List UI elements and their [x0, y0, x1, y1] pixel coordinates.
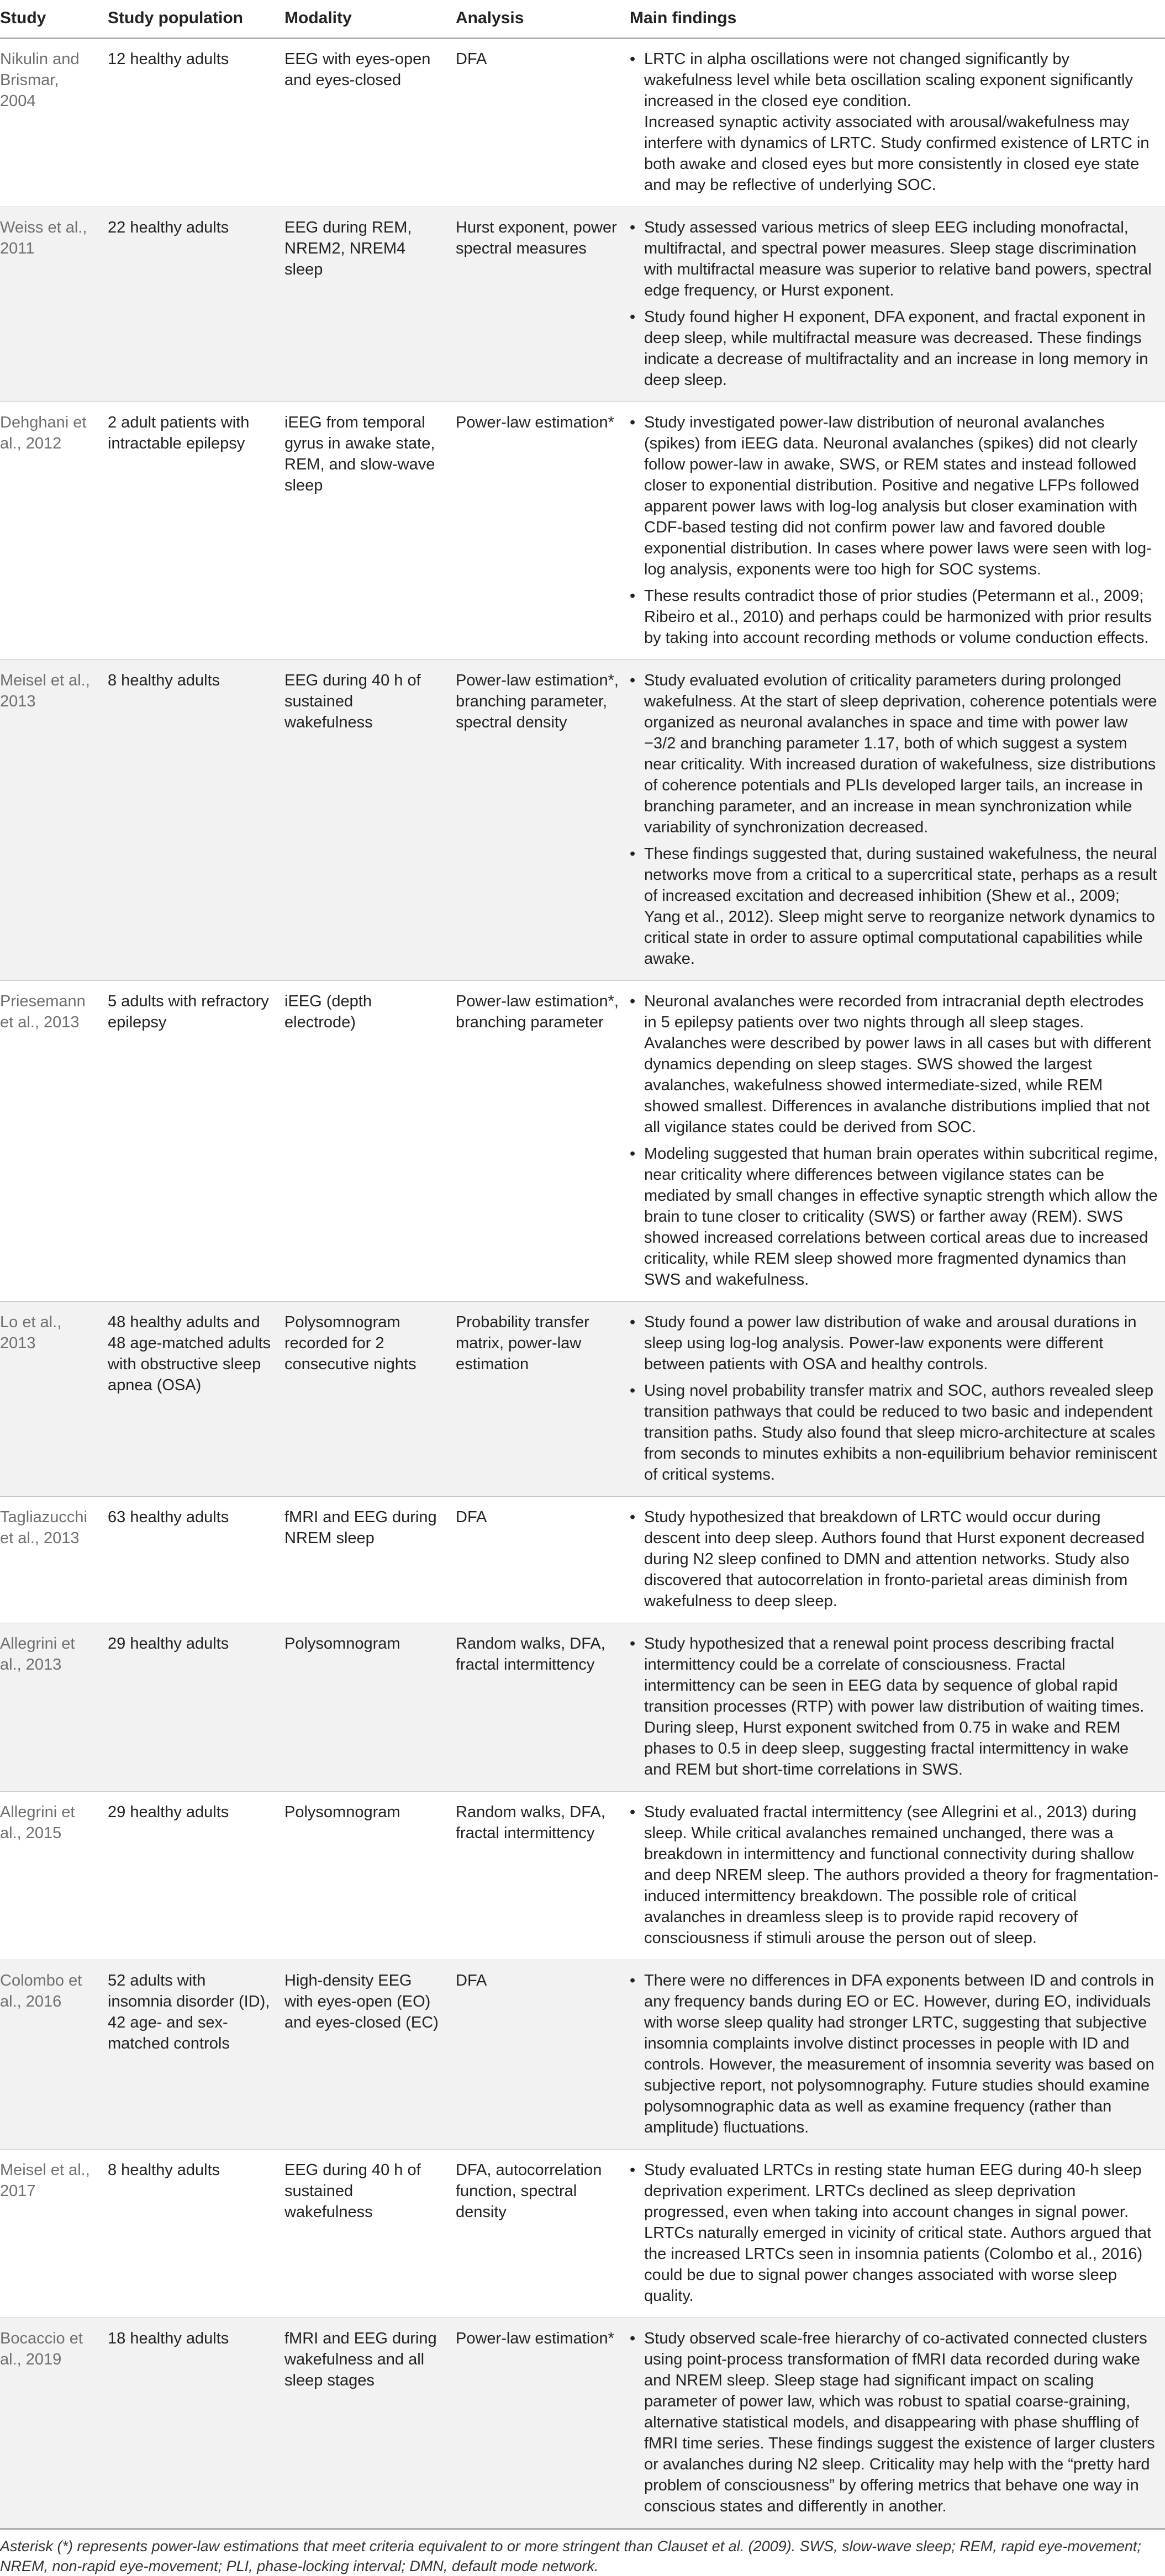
finding-item: • Modeling suggested that human brain operates within subcritical regime, near criticality where differences between vigilance states can be mediated by small changes in effective synaptic strength which allow the brain to tune closer to criticality (SWS) or farther away (REM). SWS showed increased correlations between cortical areas due to increased criticality, while REM sleep showed more fragmented dynamics than SWS and wakefulness.	[644, 1143, 1159, 1290]
finding-item: • Study found higher H exponent, DFA exponent, and fractal exponent in deep sleep, while multifractal measure was decreased. These findings indicate a decrease of multifractality and an increase in long memory in deep sleep.	[644, 307, 1159, 390]
table-row	[0, 38, 1165, 207]
finding-item: • There were no differences in DFA exponents between ID and controls in any frequency bands during EO or EC. However, during EO, individuals with worse sleep quality had stronger LRTC, suggesting that subjective insomnia complaints involve distinct processes in people with ID and controls. However, the measurement of insomnia severity was based on subjective report, not polysomnography. Future studies should examine polysomnographic data as well as examine frequency (rather than amplitude) fluctuations.	[644, 1970, 1159, 2138]
findings-cell	[624, 660, 1165, 981]
finding-item: • Study evaluated fractal intermittency (see Allegrini et al., 2013) during sleep. While critical avalanches remained unchanged, there was a breakdown in intermittency and functional connectivity during shallow and deep NREM sleep. The authors provided a theory for fragmentation-induced intermittency breakdown. The possible role of critical avalanches in dreamless sleep is to provide rapid recovery of consciousness if stimuli arouse the person out of sleep.	[644, 1802, 1159, 1949]
study-cell: Nikulin and Brismar, 2004	[0, 38, 102, 207]
finding-item: • Study assessed various metrics of sleep EEG including monofractal, multifractal, and spectral power measures. Sleep stage discrimination with multifractal measure was superior to relative band powers, spectral edge frequency, or Hurst exponent.	[644, 217, 1159, 301]
table-row	[0, 1792, 1165, 1960]
population-cell: 12 healthy adults	[102, 38, 279, 207]
table-row	[0, 207, 1165, 402]
findings-cell	[624, 1792, 1165, 1960]
header-modality: Modality	[279, 0, 450, 38]
finding-item: • These findings suggested that, during sustained wakefulness, the neural networks move from a critical to a supercritical state, perhaps as a result of increased excitation and decreased inhibition (Shew et al., 2009; Yang et al., 2012). Sleep might serve to reorganize network dynamics to critical state in order to assure optimal computational capabilities while awake.	[644, 843, 1159, 969]
study-cell: Colombo et al., 2016	[0, 1960, 102, 2150]
findings-list	[630, 2160, 1159, 2306]
findings-cell	[624, 2150, 1165, 2318]
table-row	[0, 2150, 1165, 2318]
analysis-cell: Power-law estimation*, branching parameter, spectral density	[450, 660, 624, 981]
findings-cell	[624, 1302, 1165, 1497]
population-cell: 8 healthy adults	[102, 660, 279, 981]
table-row	[0, 981, 1165, 1302]
findings-list	[630, 1802, 1159, 1949]
population-cell: 2 adult patients with intractable epilepsy	[102, 402, 279, 660]
analysis-cell: DFA	[450, 38, 624, 207]
finding-item: • LRTC in alpha oscillations were not changed significantly by wakefulness level while beta oscillation scaling exponent significantly increased in the closed eye condition. Increased synaptic activity associated with arousal/wakefulness may interfere with dynamics of LRTC. Study confirmed existence of LRTC in both awake and closed eyes but more consistently in closed eye state and may be reflective of underlying SOC.	[644, 49, 1159, 196]
finding-item: • Study hypothesized that a renewal point process describing fractal intermittency could be a correlate of consciousness. Fractal intermittency can be seen in EEG data by sequence of global rapid transition processes (RTP) with power law distribution of waiting times. During sleep, Hurst exponent switched from 0.75 in wake and REM phases to 0.5 in deep sleep, suggesting fractal intermittency in wake and REM but short-time correlations in SWS.	[644, 1633, 1159, 1780]
analysis-cell: DFA, autocorrelation function, spectral density	[450, 2150, 624, 2318]
analysis-cell: Random walks, DFA, fractal intermittency	[450, 1623, 624, 1792]
findings-cell	[624, 207, 1165, 402]
finding-item: • Study evaluated evolution of criticality parameters during prolonged wakefulness. At the start of sleep deprivation, coherence potentials were organized as neuronal avalanches in space and time with power law −3/2 and branching parameter 1.17, both of which suggest a system near criticality. With increased duration of wakefulness, size distributions of coherence potentials and PLIs developed larger tails, an increase in branching parameter, and an increase in mean synchronization while variability of synchronization decreased.	[644, 670, 1159, 838]
findings-list	[630, 1633, 1159, 1780]
study-cell: Meisel et al., 2017	[0, 2150, 102, 2318]
header-row	[0, 0, 1165, 38]
analysis-cell: DFA	[450, 1960, 624, 2150]
analysis-cell: Power-law estimation*, branching parameter	[450, 981, 624, 1302]
findings-cell	[624, 1960, 1165, 2150]
study-cell: Bocaccio et al., 2019	[0, 2318, 102, 2529]
table-row	[0, 1623, 1165, 1792]
table-header	[0, 0, 1165, 38]
findings-cell	[624, 1623, 1165, 1792]
table-row	[0, 1960, 1165, 2150]
study-cell: Allegrini et al., 2013	[0, 1623, 102, 1792]
population-cell: 29 healthy adults	[102, 1623, 279, 1792]
analysis-cell: Probability transfer matrix, power-law estimation	[450, 1302, 624, 1497]
modality-cell: iEEG from temporal gyrus in awake state, REM, and slow-wave sleep	[279, 402, 450, 660]
study-cell: Lo et al., 2013	[0, 1302, 102, 1497]
study-cell: Priesemann et al., 2013	[0, 981, 102, 1302]
findings-cell	[624, 2318, 1165, 2529]
population-cell: 22 healthy adults	[102, 207, 279, 402]
modality-cell: fMRI and EEG during wakefulness and all sleep stages	[279, 2318, 450, 2529]
finding-item: • Study hypothesized that breakdown of LRTC would occur during descent into deep sleep. Authors found that Hurst exponent decreased during N2 sleep confined to DMN and attention networks. Study also discovered that autocorrelation in fronto-parietal areas diminish from wakefulness to deep sleep.	[644, 1507, 1159, 1612]
table-row	[0, 402, 1165, 660]
modality-cell: fMRI and EEG during NREM sleep	[279, 1497, 450, 1623]
header-population: Study population	[102, 0, 279, 38]
finding-item: • Study found a power law distribution of wake and arousal durations in sleep using log-log analysis. Power-law exponents were different between patients with OSA and healthy controls.	[644, 1312, 1159, 1375]
findings-cell	[624, 981, 1165, 1302]
analysis-cell: Random walks, DFA, fractal intermittency	[450, 1792, 624, 1960]
header-study: Study	[0, 0, 102, 38]
modality-cell: iEEG (depth electrode)	[279, 981, 450, 1302]
population-cell: 8 healthy adults	[102, 2150, 279, 2318]
modality-cell: EEG during REM, NREM2, NREM4 sleep	[279, 207, 450, 402]
findings-list	[630, 991, 1159, 1290]
findings-list	[630, 1312, 1159, 1485]
population-cell: 48 healthy adults and 48 age-matched adults with obstructive sleep apnea (OSA)	[102, 1302, 279, 1497]
finding-item: • Using novel probability transfer matrix and SOC, authors revealed sleep transition pathways that could be reduced to two basic and independent transition paths. Study also found that sleep micro-architecture at scales from seconds to minutes exhibits a non-equilibrium behavior reminiscent of critical systems.	[644, 1380, 1159, 1485]
findings-cell	[624, 38, 1165, 207]
findings-list	[630, 49, 1159, 196]
table-row	[0, 1302, 1165, 1497]
header-findings: Main findings	[624, 0, 1165, 38]
study-cell: Allegrini et al., 2015	[0, 1792, 102, 1960]
study-cell: Meisel et al., 2013	[0, 660, 102, 981]
finding-item: • Neuronal avalanches were recorded from intracranial depth electrodes in 5 epilepsy patients over two nights through all sleep stages. Avalanches were described by power laws in all cases but with different dynamics depending on sleep stages. SWS showed the largest avalanches, wakefulness showed intermediate-sized, while REM showed smallest. Differences in avalanche distributions implied that not all vigilance states could be derived from SOC.	[644, 991, 1159, 1138]
table-row	[0, 1497, 1165, 1623]
header-analysis: Analysis	[450, 0, 624, 38]
findings-list	[630, 412, 1159, 648]
table-row	[0, 2318, 1165, 2529]
findings-list	[630, 670, 1159, 969]
population-cell: 63 healthy adults	[102, 1497, 279, 1623]
study-cell: Weiss et al., 2011	[0, 207, 102, 402]
table-footnote: Asterisk (*) represents power-law estimations that meet criteria equivalent to or more stringent than Clauset et al. (2009). SWS, slow-wave sleep; REM, rapid eye-movement; NREM, non-rapid eye-movement; PLI, phase-locking interval; DMN, default mode network.	[0, 2529, 1165, 2576]
population-cell: 18 healthy adults	[102, 2318, 279, 2529]
population-cell: 29 healthy adults	[102, 1792, 279, 1960]
findings-cell	[624, 402, 1165, 660]
table-body	[0, 38, 1165, 2529]
modality-cell: Polysomnogram recorded for 2 consecutive nights	[279, 1302, 450, 1497]
analysis-cell: DFA	[450, 1497, 624, 1623]
findings-list	[630, 2328, 1159, 2517]
table-row	[0, 660, 1165, 981]
study-cell: Dehghani et al., 2012	[0, 402, 102, 660]
analysis-cell: Hurst exponent, power spectral measures	[450, 207, 624, 402]
finding-item: • Study investigated power-law distribution of neuronal avalanches (spikes) from iEEG data. Neuronal avalanches (spikes) did not clearly follow power-law in awake, SWS, or REM states and instead followed closer to exponential distribution. Positive and negative LFPs followed apparent power laws with log-log analysis but closer examination with CDF-based testing did not confirm power law and favored double exponential distribution. In cases where power laws were seen with log-log analysis, exponents were too high for SOC systems.	[644, 412, 1159, 580]
finding-item: • Study observed scale-free hierarchy of co-activated connected clusters using point-process transformation of fMRI data recorded during wake and NREM sleep. Sleep stage had significant impact on scaling parameter of power law, which was robust to spatial coarse-graining, alternative statistical models, and disappearing with phase shuffling of fMRI time series. These findings suggest the existence of larger clusters or avalanches during N2 sleep. Criticality may help with the “pretty hard problem of consciousness” by offering metrics that behave one way in conscious states and differently in another.	[644, 2328, 1159, 2517]
finding-item: • Study evaluated LRTCs in resting state human EEG during 40-h sleep deprivation experiment. LRTCs declined as sleep deprivation progressed, even when taking into account changes in signal power. LRTCs naturally emerged in vicinity of critical state. Authors argued that the increased LRTCs seen in insomnia patients (Colombo et al., 2016) could be due to signal power changes associated with worse sleep quality.	[644, 2160, 1159, 2306]
analysis-cell: Power-law estimation*	[450, 402, 624, 660]
modality-cell: EEG during 40 h of sustained wakefulness	[279, 660, 450, 981]
modality-cell: High-density EEG with eyes-open (EO) and eyes-closed (EC)	[279, 1960, 450, 2150]
modality-cell: Polysomnogram	[279, 1623, 450, 1792]
population-cell: 52 adults with insomnia disorder (ID), 42 age- and sex-matched controls	[102, 1960, 279, 2150]
modality-cell: EEG during 40 h of sustained wakefulness	[279, 2150, 450, 2318]
findings-cell	[624, 1497, 1165, 1623]
findings-list	[630, 1507, 1159, 1612]
study-cell: Tagliazucchi et al., 2013	[0, 1497, 102, 1623]
modality-cell: EEG with eyes-open and eyes-closed	[279, 38, 450, 207]
findings-list	[630, 217, 1159, 390]
finding-item: • These results contradict those of prior studies (Petermann et al., 2009; Ribeiro et al., 2010) and perhaps could be harmonized with prior results by taking into account recording methods or volume conduction effects.	[644, 585, 1159, 648]
analysis-cell: Power-law estimation*	[450, 2318, 624, 2529]
population-cell: 5 adults with refractory epilepsy	[102, 981, 279, 1302]
findings-list	[630, 1970, 1159, 2138]
modality-cell: Polysomnogram	[279, 1792, 450, 1960]
